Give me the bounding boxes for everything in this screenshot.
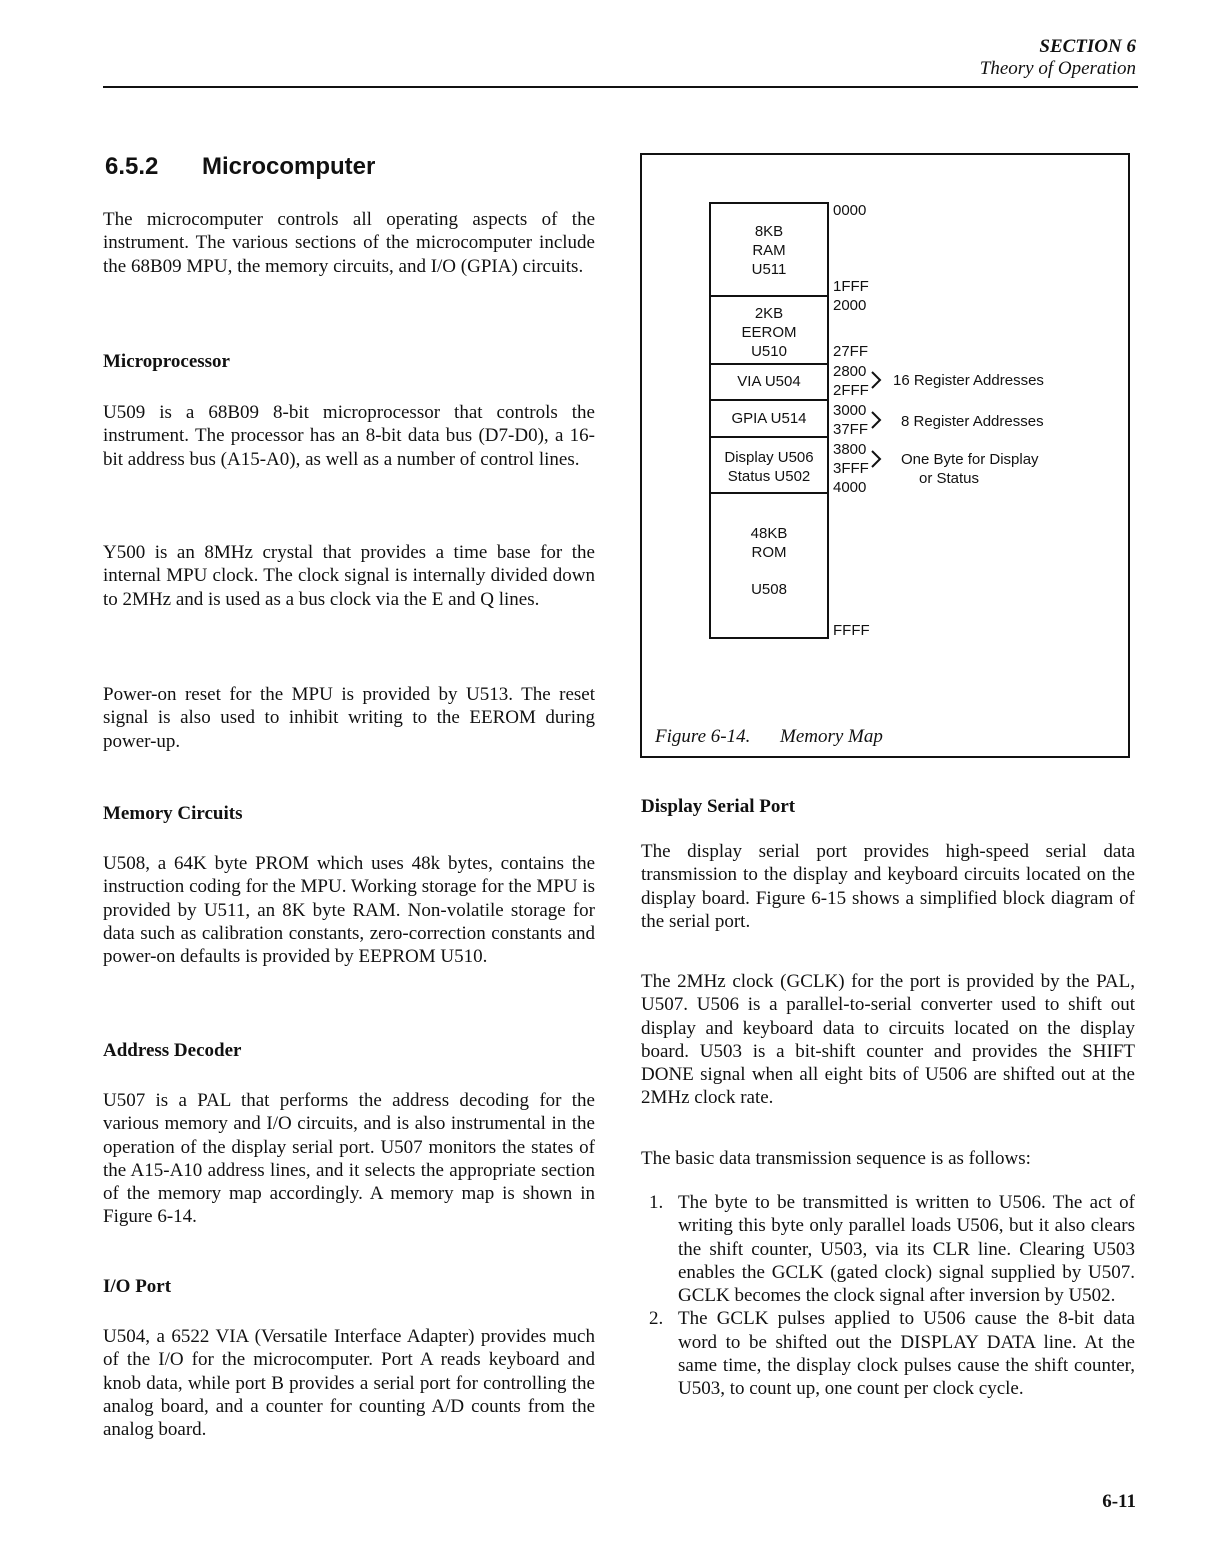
- display-serial-port-heading: Display Serial Port: [641, 796, 796, 817]
- mm-block-ram: [709, 202, 829, 295]
- step-text: The byte to be transmitted is written to U506. The act of writing this byte only parallel loads U506, but it also clears the shift counter, U503, via its CLR line. Clearing U503 enables the GCLK (gated clock) signal supplied by U507. GCLK becomes the clock signal after inversion by U502.: [678, 1192, 1135, 1307]
- mm-eerom-chip: U510: [751, 343, 787, 360]
- mm-rom-size: 48KB: [750, 525, 788, 542]
- display-serial-port-paragraph-1: The display serial port provides high-speed serial data transmission to the display and keyboard circuits located on the display board. Figure 6-15 shows a simplified block diagram of the serial port.: [641, 841, 1135, 932]
- mm-status-line: Status U502: [727, 468, 811, 485]
- io-port-paragraph: U504, a 6522 VIA (Versatile Interface Adapter) provides much of the I/O for the microcomputer. Port A reads keyboard and knob data, while port B provides a serial port for controlling the analog board, and a counter for counting A/D counts from the analog board.: [103, 1326, 595, 1441]
- step-item: [641, 1191, 1135, 1307]
- note-display-1: One Byte for Display: [901, 451, 1039, 468]
- microprocessor-paragraph-3: Power-on reset for the MPU is provided by U513. The reset signal is also used to inhibit writing to the EEROM during power-up.: [103, 684, 595, 752]
- memory-circuits-paragraph: U508, a 64K byte PROM which uses 48k bytes, contains the instruction coding for the MPU. Working storage for the MPU is provided by U511, an 8K byte RAM. Non-volatile storage for data such as calibration constants, zero-correction constants and power-on defaults is provided by EEPROM U510.: [103, 853, 595, 968]
- figure-caption: [655, 726, 883, 748]
- address-decoder-paragraph: U507 is a PAL that performs the address decoding for the various memory and I/O circuits, and is also instrumental in the operation of the display serial port. U507 monitors the states of the A15-A10 address lines, and it selects the appropriate section of the memory map accordingly. A memory map is shown in Figure 6-14.: [103, 1090, 595, 1228]
- header-section: SECTION 6: [1039, 36, 1136, 57]
- section-number: 6.5.2: [105, 153, 159, 180]
- step-item: [641, 1307, 1135, 1400]
- io-port-heading: I/O Port: [103, 1276, 172, 1297]
- page-number: 6-11: [1102, 1491, 1136, 1512]
- addr-4000: 4000: [833, 479, 867, 496]
- addr-1fff: 1FFF: [833, 278, 869, 295]
- mm-rom-type: ROM: [751, 544, 787, 561]
- addr-3fff: 3FFF: [833, 460, 869, 477]
- running-header: [980, 36, 1136, 80]
- mm-rom-chip: U508: [751, 581, 787, 598]
- figure-title: Memory Map: [780, 726, 883, 747]
- intro-paragraph: The microcomputer controls all operating aspects of the instrument. The various sections of the microcomputer include the 68B09 MPU, the memory circuits, and I/O (GPIA) circuits.: [103, 209, 595, 277]
- mm-eerom-type: EEROM: [741, 324, 797, 341]
- mm-block-display-status: [709, 436, 829, 494]
- bracket-display: [872, 451, 880, 467]
- mm-block-via: VIA U504: [709, 363, 829, 401]
- mm-block-rom: [709, 492, 829, 639]
- microprocessor-paragraph-1: U509 is a 68B09 8-bit microprocessor that controls the instrument. The processor has an 8-bit data bus (D7-D0), a 16-bit address bus (A15-A0), as well as a number of control lines.: [103, 402, 595, 470]
- addr-27ff: 27FF: [833, 343, 869, 360]
- header-subtitle: Theory of Operation: [979, 58, 1136, 79]
- mm-ram-type: RAM: [752, 242, 786, 259]
- addr-ffff: FFFF: [833, 622, 870, 639]
- addr-0000: 0000: [833, 202, 867, 219]
- mm-ram-size: 8KB: [754, 223, 784, 240]
- figure-number: Figure 6-14.: [655, 726, 751, 747]
- note-display-2: or Status: [919, 470, 980, 487]
- display-serial-port-paragraph-2: The 2MHz clock (GCLK) for the port is provided by the PAL, U507. U506 is a parallel-to-serial converter used to shift out display and keyboard data to circuits located on the display board. U503 is a bit-shift counter and provides the SHIFT DONE signal when all eight bits of U506 are shifted out at the 2MHz clock rate.: [641, 971, 1135, 1109]
- mm-eerom-size: 2KB: [754, 305, 784, 322]
- section-title: Microcomputer: [202, 153, 376, 180]
- header-rule: [103, 86, 1138, 88]
- mm-ram-chip: U511: [751, 261, 787, 278]
- addr-2fff: 2FFF: [833, 382, 869, 399]
- memory-circuits-heading: Memory Circuits: [103, 803, 243, 824]
- bracket-via: [872, 372, 880, 388]
- step-number: 1.: [649, 1192, 664, 1213]
- section-heading: [105, 153, 375, 181]
- addr-37ff: 37FF: [833, 421, 869, 438]
- address-decoder-heading: Address Decoder: [103, 1040, 242, 1061]
- mm-block-eerom: [709, 295, 829, 365]
- mm-block-gpia: GPIA U514: [709, 399, 829, 438]
- addr-2000: 2000: [833, 297, 867, 314]
- display-serial-port-paragraph-3: The basic data transmission sequence is as follows:: [641, 1148, 1031, 1169]
- microprocessor-paragraph-2: Y500 is an 8MHz crystal that provides a time base for the internal MPU clock. The clock signal is internally divided down to 2MHz and is used as a bus clock via the E and Q lines.: [103, 542, 595, 610]
- microprocessor-heading: Microprocessor: [103, 351, 230, 372]
- addr-3800: 3800: [833, 441, 867, 458]
- transmission-steps: [641, 1191, 1135, 1401]
- bracket-gpia: [872, 412, 880, 428]
- note-via: 16 Register Addresses: [893, 372, 1044, 389]
- step-number: 2.: [649, 1308, 664, 1330]
- note-gpia: 8 Register Addresses: [901, 413, 1044, 430]
- mm-display-line: Display U506: [724, 449, 814, 466]
- addr-3000: 3000: [833, 402, 867, 419]
- addr-2800: 2800: [833, 363, 867, 380]
- step-text: The GCLK pulses applied to U506 cause the 8-bit data word to be shifted out the DISPLAY DATA line. At the same time, the display clock pulses cause the shift counter, U503, to count up, one count per clock cycle.: [678, 1308, 1135, 1400]
